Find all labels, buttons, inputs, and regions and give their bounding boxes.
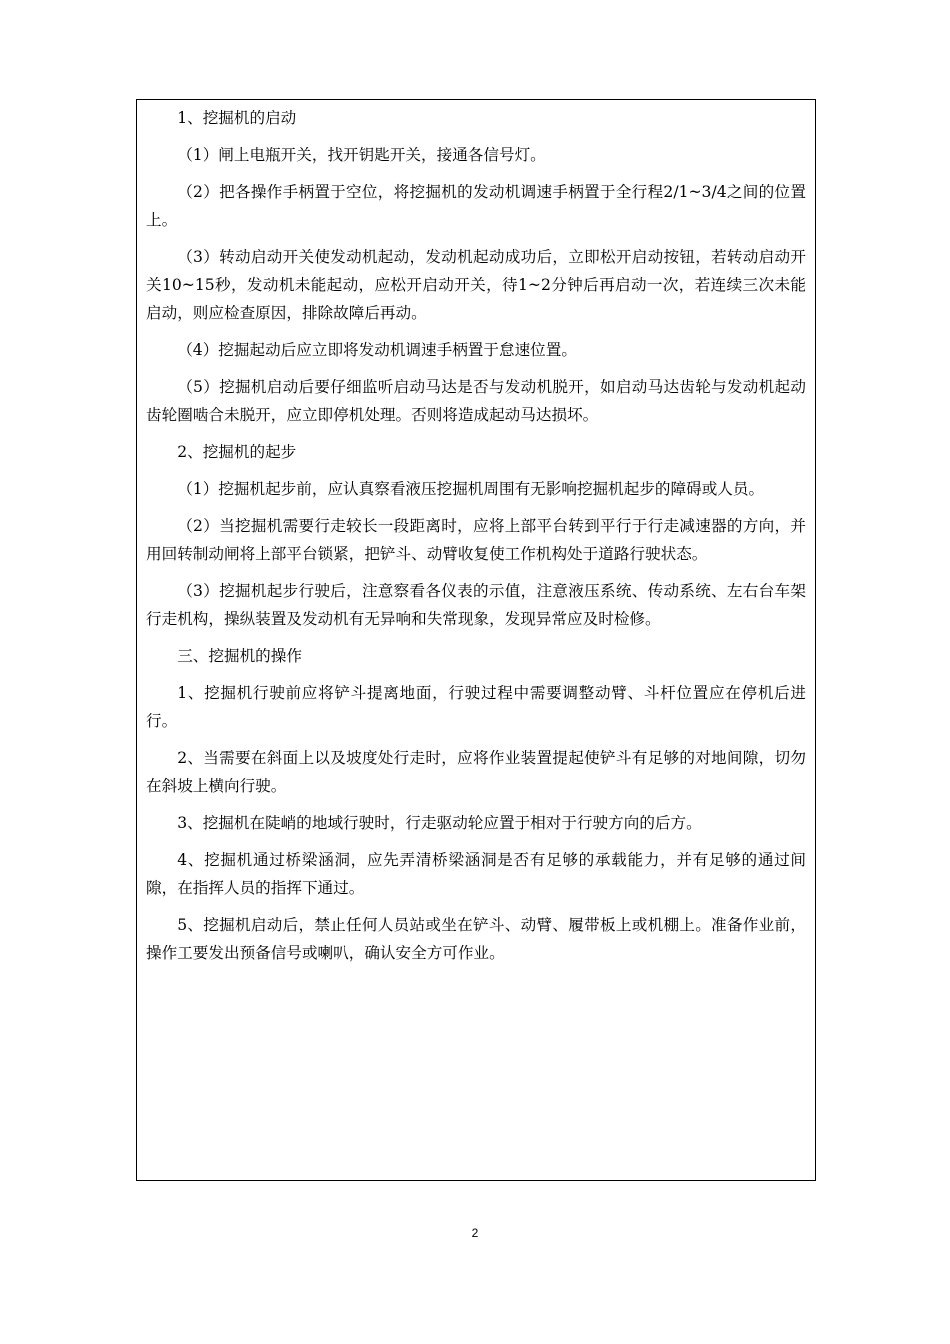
paragraph: （4）挖掘起动后应立即将发动机调速手柄置于怠速位置。: [177, 341, 577, 359]
paragraph: （2）当挖掘机需要行走较长一段距离时，应将上部平台转到平行于行走减速器的方向，并用回转制动闸将上部平台锁紧，把铲斗、动臂收复使工作机构处于道路行驶状态。: [146, 517, 806, 563]
paragraph: 2、挖掘机的起步: [177, 443, 297, 461]
paragraph: 5、挖掘机启动后，禁止任何人员站或坐在铲斗、动臂、履带板上或机棚上。准备作业前，操作工要发出预备信号或喇叭，确认安全方可作业。: [146, 916, 806, 962]
paragraph: （3）挖掘机起步行驶后，注意察看各仪表的示值，注意液压系统、传动系统、左右台车架行走机构，操纵装置及发动机有无异响和失常现象，发现异常应及时检修。: [146, 582, 806, 628]
paragraph: 1、挖掘机行驶前应将铲斗提离地面，行驶过程中需要调整动臂、斗杆位置应在停机后进行。: [146, 684, 806, 730]
paragraph: 3、挖掘机在陡峭的地域行驶时，行走驱动轮应置于相对于行驶方向的后方。: [177, 814, 702, 832]
paragraph: （5）挖掘机启动后要仔细监听启动马达是否与发动机脱开，如启动马达齿轮与发动机起动齿轮圈啮合未脱开，应立即停机处理。否则将造成起动马达损坏。: [146, 378, 806, 424]
paragraph: 2、当需要在斜面上以及坡度处行走时，应将作业装置提起使铲斗有足够的对地间隙，切勿在斜坡上横向行驶。: [146, 749, 806, 795]
paragraph: （1）挖掘机起步前，应认真察看液压挖掘机周围有无影响挖掘机起步的障碍或人员。: [177, 480, 765, 498]
page-number: 2: [471, 1226, 479, 1240]
paragraph: 三、挖掘机的操作: [177, 647, 302, 665]
paragraph: （1）闸上电瓶开关，找开钥匙开关，接通各信号灯。: [177, 146, 546, 164]
document-frame: [136, 99, 816, 1181]
paragraph: （3）转动启动开关使发动机起动，发动机起动成功后，立即松开启动按钮，若转动启动开关10~15秒，发动机未能起动，应松开启动开关，待1~2分钟后再启动一次，若连续三次未能启动，则应检查原因，排除故障后再动。: [146, 248, 806, 322]
paragraph: （2）把各操作手柄置于空位，将挖掘机的发动机调速手柄置于全行程2/1~3/4之间的位置上。: [146, 183, 806, 229]
paragraph: 1、挖掘机的启动: [177, 109, 297, 127]
paragraph: 4、挖掘机通过桥梁涵洞，应先弄清桥梁涵洞是否有足够的承载能力，并有足够的通过间隙，在指挥人员的指挥下通过。: [146, 851, 806, 897]
document-body: [146, 100, 806, 967]
